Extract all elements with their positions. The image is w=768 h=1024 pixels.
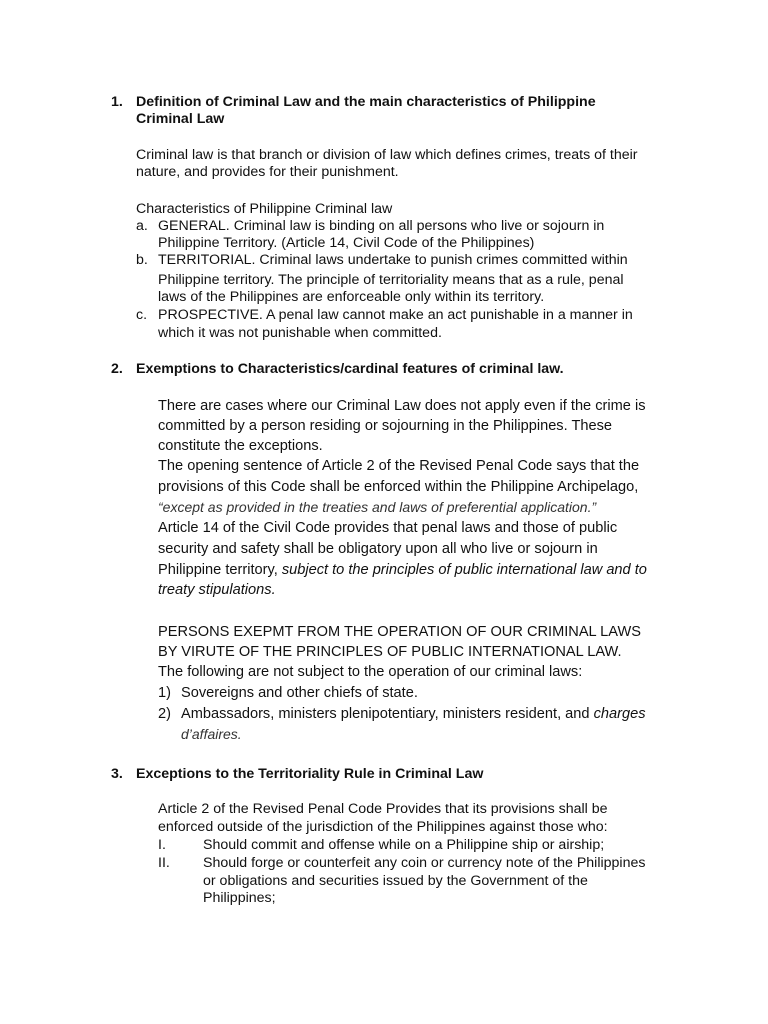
list-marker: c. [136,307,148,323]
list-item: Philippine Territory. (Article 14, Civil Code of the Philippines) [158,235,535,251]
list-item: PROSPECTIVE. A penal law cannot make an act punishable in a manner in [158,307,633,323]
section-number: 3. [111,766,123,782]
list-item: TERRITORIAL. Criminal laws undertake to punish crimes committed within [158,252,628,268]
list-marker: I. [158,837,166,853]
subheading: PERSONS EXEPMT FROM THE OPERATION OF OUR CRIMINAL LAWS [158,624,642,640]
italic-text: treaty stipulations. [158,582,276,598]
italic-text: charges [593,706,646,722]
section-heading: Criminal Law [136,111,225,127]
paragraph-line [158,560,647,580]
list-item: GENERAL. Criminal law is binding on all persons who live or sojourn in [158,218,605,234]
paragraph-line: The opening sentence of Article 2 of the Revised Penal Code says that the [158,458,640,474]
paragraph-line: enforced outside of the jurisdiction of the Philippines against those who: [158,819,608,835]
paragraph-line: committed by a person residing or sojourning in the Philippines. These [158,418,613,434]
paragraph-text: Philippine territory, [158,562,282,578]
section-heading: Exceptions to the Territoriality Rule in Criminal Law [136,766,484,782]
paragraph-line: The following are not subject to the operation of our criminal laws: [158,664,583,680]
list-marker: a. [136,218,148,234]
section-number: 1. [111,94,123,110]
list-item [181,704,646,724]
section-heading: Exemptions to Characteristics/cardinal features of criminal law. [136,361,564,377]
paragraph-line: security and safety shall be obligatory upon all who live or sojourn in [158,541,598,557]
paragraph-line: constitute the exceptions. [158,438,323,454]
subheading: BY VIRUTE OF THE PRINCIPLES OF PUBLIC INTERNATIONAL LAW. [158,644,622,660]
list-marker: b. [136,252,148,268]
list-item: Philippine territory. The principle of territoriality means that as a rule, penal [158,272,624,288]
definition-text: nature, and provides for their punishment. [136,164,399,180]
characteristics-title: Characteristics of Philippine Criminal law [136,201,393,217]
paragraph-line: provisions of this Code shall be enforced within the Philippine Archipelago, [158,479,639,495]
section-number: 2. [111,361,123,377]
list-item: Should forge or counterfeit any coin or currency note of the Philippines [203,855,646,871]
quoted-clause: “except as provided in the treaties and laws of preferential application.” [158,499,597,515]
section-heading: Definition of Criminal Law and the main characteristics of Philippine [136,94,596,110]
paragraph-line: There are cases where our Criminal Law does not apply even if the crime is [158,398,646,414]
italic-text: subject to the principles of public international law and to [281,562,647,578]
list-item-text: Ambassadors, ministers plenipotentiary, ministers resident, and [181,706,594,722]
paragraph-line: Article 14 of the Civil Code provides that penal laws and those of public [158,520,618,536]
list-item: Philippines; [203,890,276,906]
list-marker: II. [158,855,170,871]
list-item: Should commit and offense while on a Philippine ship or airship; [203,837,605,853]
list-item: or obligations and securities issued by the Government of the [203,873,588,889]
definition-text: Criminal law is that branch or division of law which defines crimes, treats of their [136,147,638,163]
list-item: which it was not punishable when committed. [158,325,442,341]
list-item: laws of the Philippines are enforceable only within its territory. [158,289,545,305]
list-item: Sovereigns and other chiefs of state. [181,685,418,701]
paragraph-line: Article 2 of the Revised Penal Code Provides that its provisions shall be [158,801,608,817]
list-marker: 2) [158,706,171,722]
list-marker: 1) [158,685,171,701]
italic-text: d’affaires. [181,726,242,742]
